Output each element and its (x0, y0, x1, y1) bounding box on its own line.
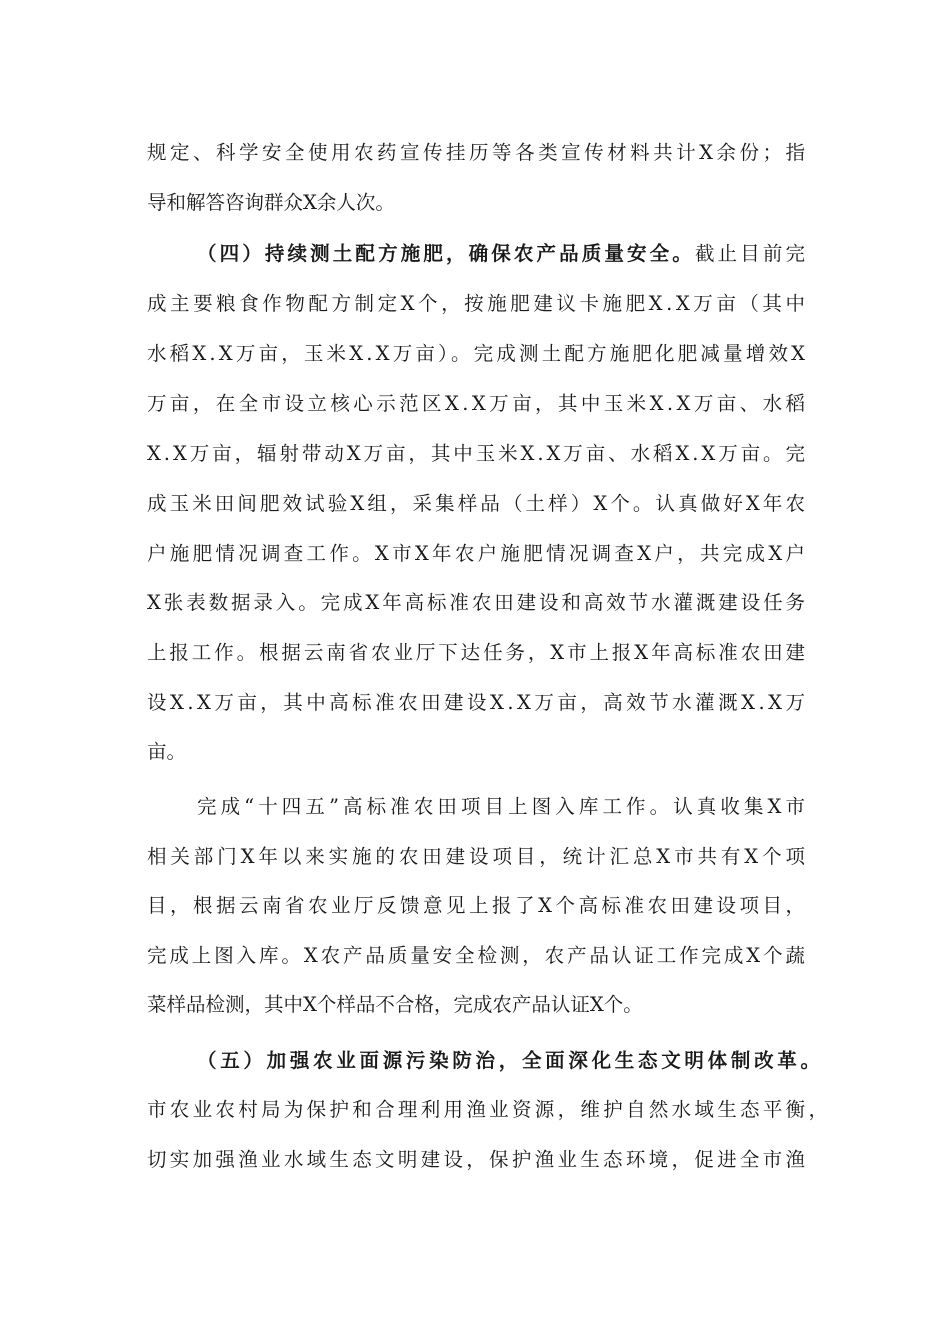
text-run: 水稻X.X万亩，玉米X.X万亩）。完成测土配方施肥化肥减量增效X (147, 342, 809, 365)
line-text (147, 539, 808, 569)
text-run: 万亩，在全市设立核心示范区X.X万亩，其中玉米X.X万亩、水稻 (147, 392, 809, 415)
line-text (147, 188, 395, 218)
paragraph-line (147, 1145, 950, 1175)
paragraph-line (147, 289, 950, 319)
paragraph-line (147, 737, 950, 767)
paragraph-line (147, 389, 950, 419)
line-text (147, 588, 808, 618)
paragraph-line (197, 1046, 950, 1076)
paragraph-line (147, 588, 950, 618)
text-run: 设X.X万亩，其中高标准农田建设X.X万亩，高效节水灌溉X.X万 (147, 691, 809, 714)
text-run: 市农业农村局为保护和合理利用渔业资源，维护自然水域生态平衡， (147, 1098, 832, 1121)
text-run: X.X万亩，辐射带动X万亩，其中玉米X.X万亩、水稻X.X万亩。完 (147, 442, 808, 465)
text-run: X张表数据录入。完成X年高标准农田建设和高效节水灌溉建设任务 (147, 591, 808, 614)
paragraph-line (147, 339, 950, 369)
paragraph-line (147, 539, 950, 569)
line-text (197, 1046, 824, 1076)
line-text (197, 239, 808, 269)
text-run: 亩。 (147, 740, 187, 763)
line-text (147, 339, 808, 369)
text-run: 截止目前完 (694, 242, 809, 265)
line-text (147, 688, 808, 718)
line-text (147, 138, 809, 168)
line-text (147, 289, 809, 319)
paragraph-line (147, 489, 950, 519)
text-run: 相关部门X年以来实施的农田建设项目，统计汇总X市共有X个项 (147, 845, 809, 868)
text-run: 菜样品检测，其中X个样品不合格，完成农产品认证X个。 (147, 993, 643, 1016)
line-text (147, 891, 809, 921)
paragraph-line (147, 842, 950, 872)
paragraph-line (147, 188, 950, 218)
section-heading: （四）持续测土配方施肥，确保农产品质量安全。 (197, 242, 695, 265)
line-text (197, 792, 809, 822)
paragraph-line (147, 439, 950, 469)
paragraph-line (197, 239, 950, 269)
line-text (147, 941, 808, 971)
text-run: 规定、科学安全使用农药宣传挂历等各类宣传材料共计X余份；指 (147, 141, 809, 164)
paragraph-line (147, 638, 950, 668)
paragraph-line (147, 990, 950, 1020)
text-run: 户施肥情况调查工作。X市X年农户施肥情况调查X户，共完成X户 (147, 542, 809, 565)
text-run: 切实加强渔业水域生态文明建设，保护渔业生态环境，促进全市渔 (147, 1148, 809, 1171)
line-text (147, 489, 808, 519)
text-run: 成主要粮食作物配方制定X个，按施肥建议卡施肥X.X万亩（其中 (147, 292, 809, 315)
text-run: 导和解答咨询群众X余人次。 (147, 191, 395, 214)
text-run: 上报工作。根据云南省农业厅下达任务，X市上报X年高标准农田建 (147, 641, 808, 664)
text-run: 成玉米田间肥效试验X组，采集样品（土样）X个。认真做好X年农 (147, 492, 809, 515)
text-run: 完成“十四五”高标准农田项目上图入库工作。认真收集X市 (197, 795, 810, 818)
line-text (147, 389, 808, 419)
line-text (147, 842, 809, 872)
line-text (147, 737, 186, 767)
text-run: 目，根据云南省农业厅反馈意见上报了X个高标准农田建设项目， (147, 894, 809, 917)
paragraph-line (147, 138, 950, 168)
line-text (147, 638, 808, 668)
line-text (147, 990, 643, 1020)
paragraph-line (197, 792, 950, 822)
line-text (147, 439, 808, 469)
paragraph-line (147, 688, 950, 718)
paragraph-line (147, 891, 950, 921)
section-heading: （五）加强农业面源污染防治，全面深化生态文明体制改革。 (197, 1049, 824, 1072)
text-run: 完成上图入库。X农产品质量安全检测，农产品认证工作完成X个蔬 (147, 944, 808, 967)
line-text (147, 1095, 831, 1125)
paragraph-line (147, 1095, 950, 1125)
paragraph-line (147, 941, 950, 971)
line-text (147, 1145, 808, 1175)
